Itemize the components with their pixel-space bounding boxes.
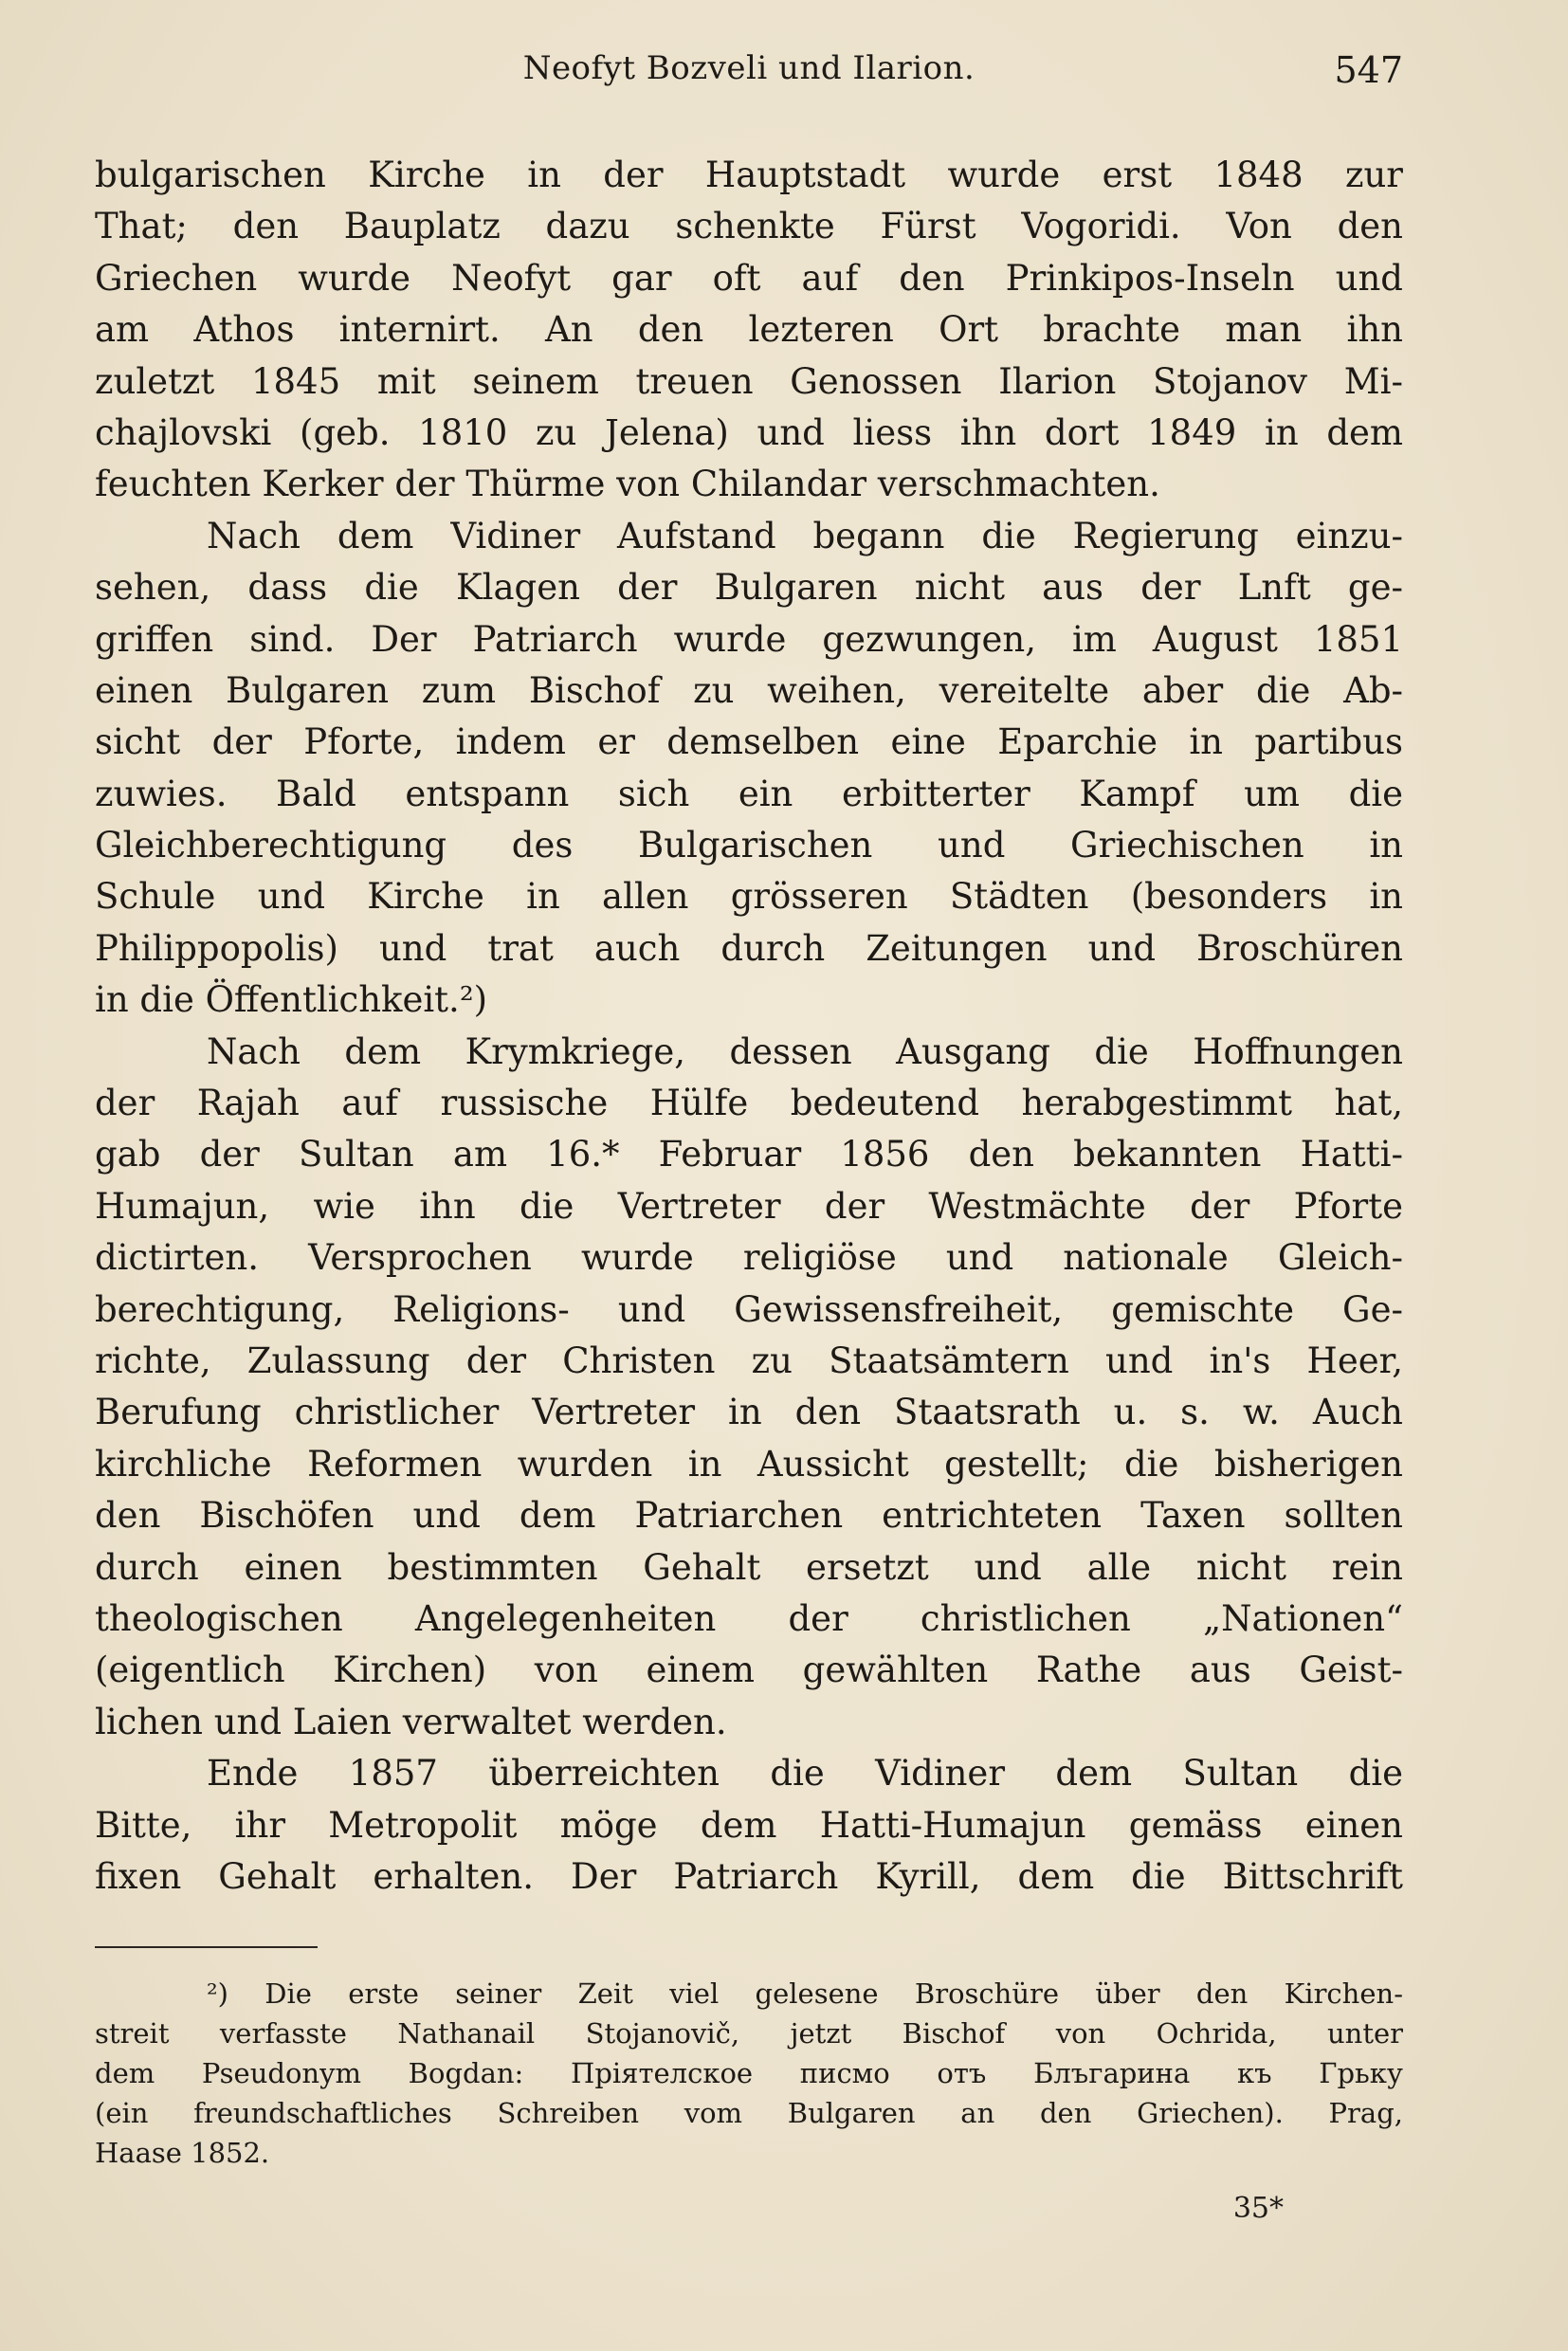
text-line: Griechen wurde Neofyt gar oft auf den Prinkipos-Inseln und [95, 257, 1403, 299]
text-line: der Rajah auf russische Hülfe bedeutend herabgestimmt hat, [95, 1083, 1403, 1124]
footnote-line: streit verfasste Nathanail Stojanovič, jetzt Bischof von Ochrida, unter [95, 2017, 1403, 2050]
text-line: Gleichberechtigung des Bulgarischen und Griechischen in [95, 825, 1403, 866]
text-line: Berufung christlicher Vertreter in den Staatsrath u. s. w. Auch [95, 1392, 1403, 1433]
text-line: den Bischöfen und dem Patriarchen entrichteten Taxen sollten [95, 1495, 1403, 1537]
page-number: 547 [1334, 49, 1403, 91]
text-line: durch einen bestimmten Gehalt ersetzt und alle nicht rein [95, 1546, 1403, 1588]
text-line: Nach dem Vidiner Aufstand begann die Regierung einzu- [207, 515, 1403, 556]
text-line: theologischen Angelegenheiten der christlichen „Nationen“ [95, 1597, 1403, 1639]
text-line: Humajun, wie ihn die Vertreter der Westmächte der Pforte [95, 1185, 1403, 1227]
text-line: richte, Zulassung der Christen zu Staatsämtern und in's Heer, [95, 1340, 1403, 1381]
footnotes [95, 1974, 1403, 2173]
text-line: kirchliche Reformen wurden in Aussicht gestellt; die bisherigen [95, 1443, 1403, 1485]
running-title: Neofyt Bozveli und Ilarion. [522, 49, 975, 87]
text-line: griffen sind. Der Patriarch wurde gezwungen, im August 1851 [95, 618, 1403, 660]
text-line: berechtigung, Religions- und Gewissensfreiheit, gemischte Ge- [95, 1288, 1403, 1330]
text-line: bulgarischen Kirche in der Hauptstadt wurde erst 1848 zur [95, 155, 1403, 195]
text-line: sehen, dass die Klagen der Bulgaren nicht aus der Lnft ge- [95, 567, 1403, 609]
footnote-line: Haase 1852. [95, 2137, 270, 2169]
signature-mark: 35* [1232, 2192, 1284, 2225]
footnote-divider [95, 1946, 318, 1948]
text-line: Nach dem Krymkriege, dessen Ausgang die Hoffnungen [207, 1030, 1403, 1072]
text-line: dictirten. Versprochen wurde religiöse und nationale Gleich- [95, 1237, 1403, 1279]
text-line: feuchten Kerker der Thürme von Chilandar verschmachten. [95, 464, 1160, 505]
footnote-line: ²) Die erste seiner Zeit viel gelesene Broschüre über den Kirchen- [207, 1977, 1403, 2010]
text-line: chajlovski (geb. 1810 zu Jelena) und liess ihn dort 1849 in dem [95, 411, 1403, 453]
text-line: sicht der Pforte, indem er demselben eine Eparchie in partibus [95, 721, 1403, 763]
footnote-line: dem Pseudonym Bogdan: Пріятелское писмо отъ Блъгарина къ Грьку [95, 2057, 1403, 2089]
main-text [95, 150, 1403, 1903]
text-line: zuletzt 1845 mit seinem treuen Genossen Ilarion Stojanov Mi- [95, 360, 1403, 402]
text-line: am Athos internirt. An den lezteren Ort brachte man ihn [95, 309, 1403, 351]
text-line: fixen Gehalt erhalten. Der Patriarch Kyrill, dem die Bittschrift [95, 1855, 1403, 1897]
text-line: in die Öffentlichkeit.²) [95, 979, 488, 1021]
text-line: Schule und Kirche in allen grösseren Städten (besonders in [95, 876, 1403, 918]
text-line: Ende 1857 überreichten die Vidiner dem Sultan die [207, 1753, 1403, 1795]
text-line: gab der Sultan am 16.* Februar 1856 den bekannten Hatti- [95, 1134, 1403, 1176]
page-header [95, 49, 1403, 106]
footnote-line: (ein freundschaftliches Schreiben vom Bulgaren an den Griechen). Prag, [95, 2097, 1403, 2129]
text-line: einen Bulgaren zum Bischof zu weihen, vereitelte aber die Ab- [95, 669, 1403, 711]
text-line: Philippopolis) und trat auch durch Zeitungen und Broschüren [95, 927, 1403, 969]
text-line: lichen und Laien verwaltet werden. [95, 1701, 727, 1742]
text-line: (eigentlich Kirchen) von einem gewählten Rathe aus Geist- [95, 1649, 1403, 1691]
text-line: Bitte, ihr Metropolit möge dem Hatti-Humajun gemäss einen [95, 1804, 1403, 1846]
text-line: That; den Bauplatz dazu schenkte Fürst Vogoridi. Von den [95, 206, 1403, 247]
text-line: zuwies. Bald entspann sich ein erbitterter Kampf um die [95, 773, 1403, 814]
